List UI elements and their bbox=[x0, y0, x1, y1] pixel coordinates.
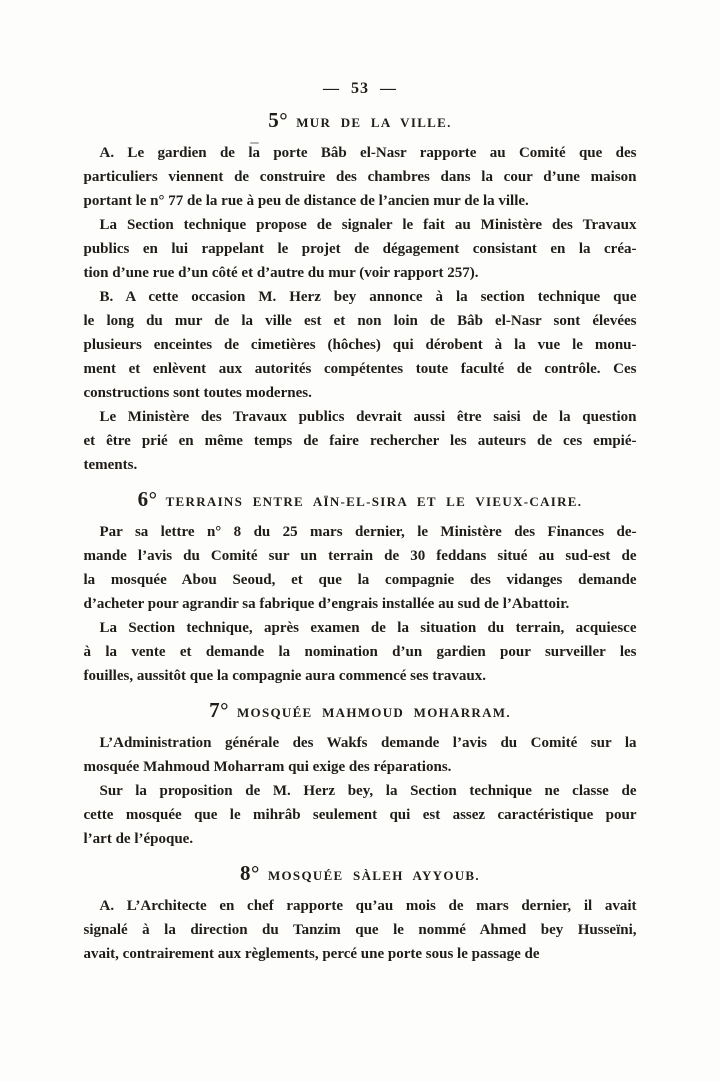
section-number: 5° bbox=[268, 108, 289, 132]
text-line: l’art de l’époque. bbox=[83, 831, 194, 847]
section-number: 6° bbox=[137, 487, 158, 511]
paragraph bbox=[84, 285, 637, 405]
text-line: avait, contrairement aux règlements, percé une porte sous le passage de bbox=[83, 946, 540, 962]
section-terrains-ain-el-sira bbox=[84, 487, 637, 688]
text-line: tements. bbox=[83, 457, 138, 473]
section-title: MUR DE LA VILLE. bbox=[296, 115, 452, 130]
section-number: 7° bbox=[209, 698, 229, 722]
text-line: Par sa lettre n° 8 du 25 mars dernier, le Ministère des Finances de- bbox=[99, 524, 637, 540]
text-line: A. L’Architecte en chef rapporte qu’au mois de mars dernier, il avait bbox=[99, 898, 637, 914]
section-mur-de-la-ville bbox=[84, 108, 637, 477]
text-line: Sur la proposition de M. Herz bey, la Section technique ne classe de bbox=[99, 783, 637, 799]
text-line: cette mosquée que le mihrâb seulement qui est assez caractéristique pour bbox=[83, 807, 637, 823]
section-mosquee-mahmoud-moharram bbox=[84, 698, 637, 851]
text-line: d’acheter pour agrandir sa fabrique d’engrais installée au sud de l’Abattoir. bbox=[83, 596, 570, 612]
text-line: mosquée Mahmoud Moharram qui exige des réparations. bbox=[83, 759, 452, 775]
text-line: mande l’avis du Comité sur un terrain de 30 feddans situé au sud-est de bbox=[83, 548, 637, 564]
page-number: — 53 — bbox=[323, 80, 397, 97]
paragraph bbox=[84, 141, 637, 213]
text-line: ment et enlèvent aux autorités compétentes toute faculté de contrôle. Ces bbox=[83, 361, 637, 377]
section-heading bbox=[84, 108, 637, 135]
paragraph bbox=[84, 405, 637, 477]
text-line: et être prié en même temps de faire rechercher les auteurs de ces empié- bbox=[83, 433, 637, 449]
section-title: TERRAINS ENTRE AÏN-EL-SIRA ET LE VIEUX-CAIRE. bbox=[165, 494, 583, 509]
section-mosquee-saleh-ayyoub bbox=[84, 861, 637, 966]
section-number: 8° bbox=[240, 861, 260, 885]
section-heading bbox=[84, 861, 637, 888]
section-title: MOSQUÉE SÀLEH AYYOUB. bbox=[267, 868, 480, 883]
text-line: L’Administration générale des Wakfs demande l’avis du Comité sur la bbox=[99, 735, 637, 751]
text-line: constructions sont toutes modernes. bbox=[83, 385, 312, 401]
text-line: à la vente et demande la nomination d’un gardien pour surveiller les bbox=[83, 644, 637, 660]
text-line: signalé à la direction du Tanzim que le nommé Ahmed bey Husseïni, bbox=[83, 922, 637, 938]
paragraph bbox=[84, 213, 637, 285]
text-line: Le Ministère des Travaux publics devrait aussi être saisi de la question bbox=[99, 409, 637, 425]
text-line: B. A cette occasion M. Herz bey annonce à la section technique que bbox=[99, 289, 637, 305]
paragraph bbox=[84, 894, 637, 966]
section-title: MOSQUÉE MAHMOUD MOHARRAM. bbox=[236, 705, 511, 720]
text-block bbox=[84, 0, 637, 966]
text-line: la mosquée Abou Seoud, et que la compagnie des vidanges demande bbox=[83, 572, 637, 588]
text-line: particuliers viennent de construire des chambres dans la cour d’une maison bbox=[83, 169, 637, 185]
text-line: La Section technique propose de signaler le fait au Ministère des Travaux bbox=[99, 217, 637, 233]
paragraph bbox=[84, 779, 637, 851]
scan-speck bbox=[250, 142, 259, 144]
paragraph bbox=[84, 616, 637, 688]
text-line: La Section technique, après examen de la situation du terrain, acquiesce bbox=[99, 620, 637, 636]
text-line: publics en lui rappelant le projet de dégagement consistant en la créa- bbox=[83, 241, 637, 257]
text-line: portant le n° 77 de la rue à peu de distance de l’ancien mur de la ville. bbox=[83, 193, 529, 209]
text-line: tion d’une rue d’un côté et d’autre du mur (voir rapport 257). bbox=[83, 265, 479, 281]
text-line: le long du mur de la ville est et non loin de Bâb el-Nasr sont élevées bbox=[83, 313, 637, 329]
paragraph bbox=[84, 731, 637, 779]
section-heading bbox=[84, 487, 637, 514]
paragraph bbox=[84, 520, 637, 616]
text-line: plusieurs enceintes de cimetières (hôches) qui dérobent à la vue le monu- bbox=[83, 337, 637, 353]
text-line: fouilles, aussitôt que la compagnie aura commencé ses travaux. bbox=[83, 668, 486, 684]
text-line: A. Le gardien de la porte Bâb el-Nasr rapporte au Comité que des bbox=[99, 145, 637, 161]
section-heading bbox=[84, 698, 637, 725]
